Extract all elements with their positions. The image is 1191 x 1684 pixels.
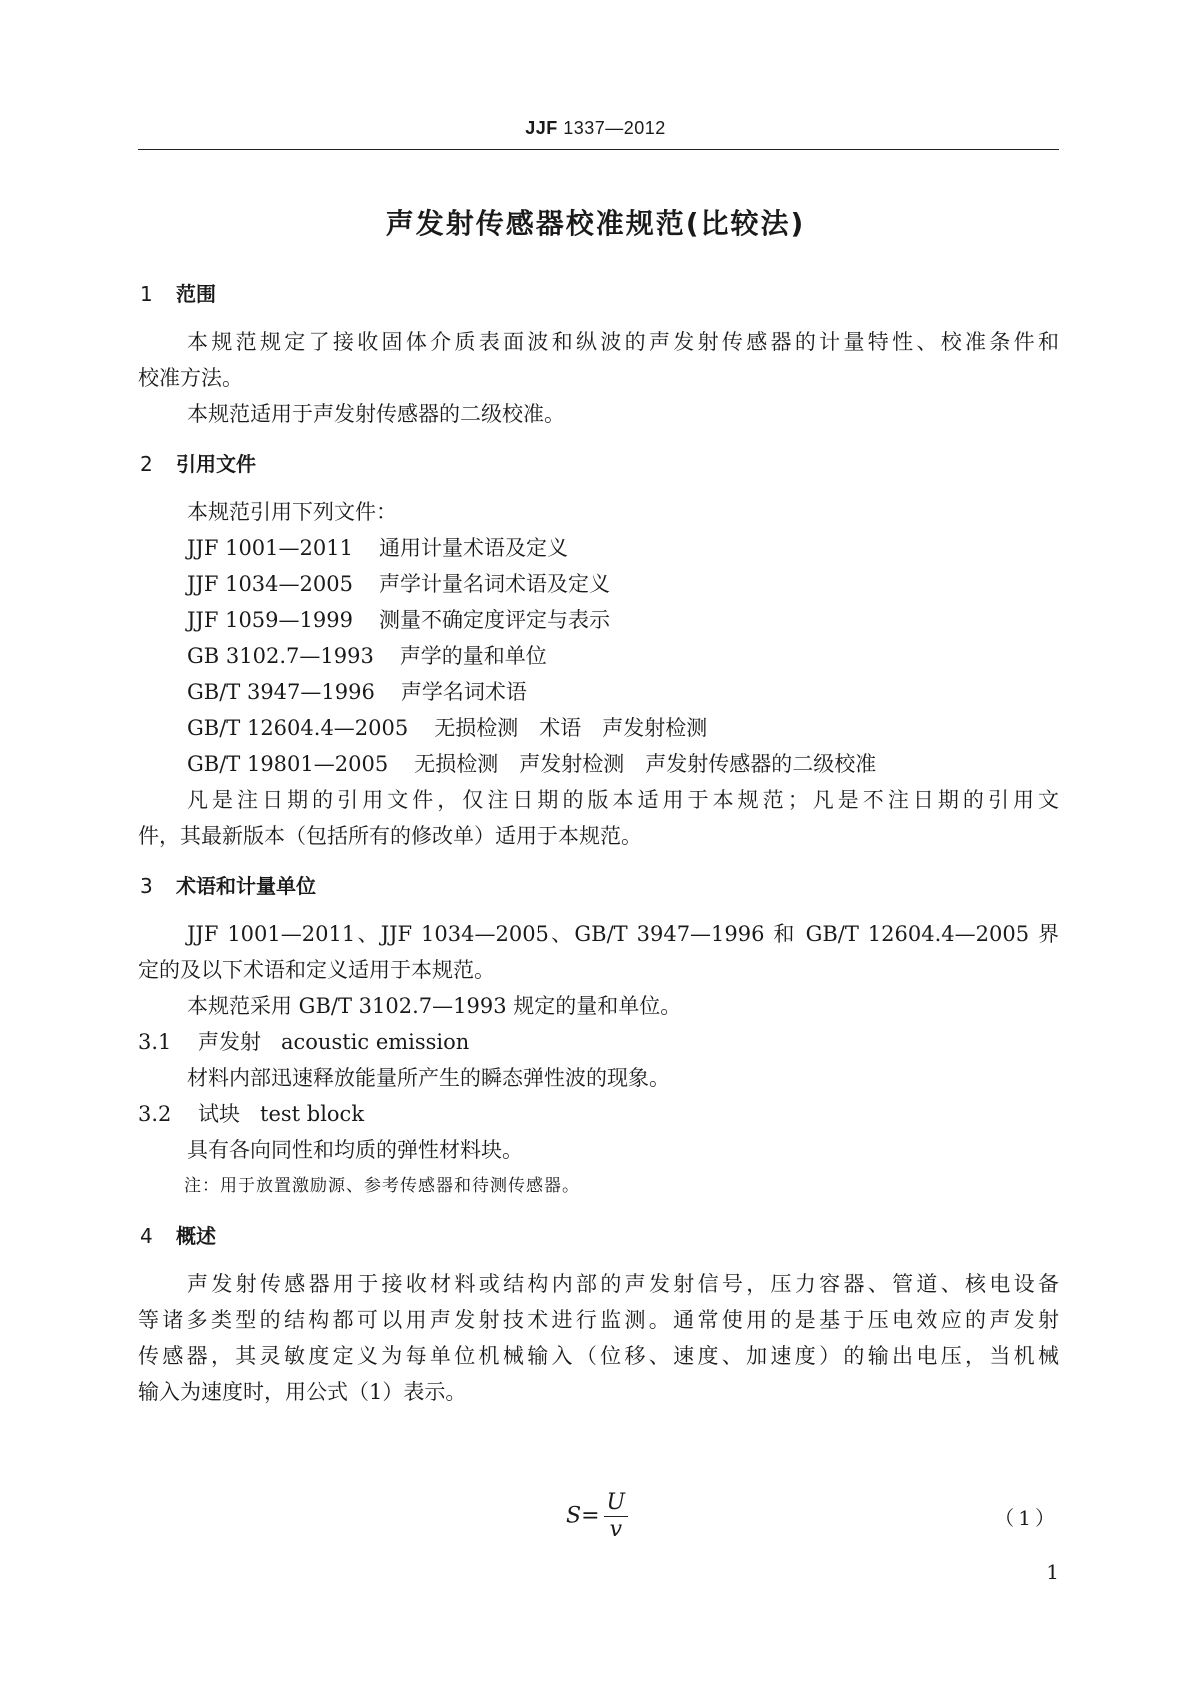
term-3-2: [138, 1100, 364, 1128]
reference-title: 声学的量和单位: [399, 644, 547, 668]
paragraph-line: 定的及以下术语和定义适用于本规范。: [138, 958, 495, 982]
section-3-heading: [140, 872, 316, 900]
reference-item: [187, 642, 547, 670]
formula-numerator: U: [604, 1490, 629, 1517]
formula-1: [566, 1490, 628, 1543]
reference-item: [187, 750, 876, 778]
paragraph-line: 校准方法。: [138, 366, 243, 390]
term-english: acoustic emission: [281, 1030, 470, 1054]
section-number: 3: [140, 874, 153, 898]
header-prefix: JJF: [525, 118, 558, 138]
reference-code: GB/T 19801—2005: [187, 752, 389, 776]
paragraph-line: JJF 1001—2011、JJF 1034—2005、GB/T 3947—1996 和 GB/T 12604.4—2005 界: [187, 922, 1059, 946]
paragraph-line: 等诸多类型的结构都可以用声发射技术进行监测。通常使用的是基于压电效应的声发射: [138, 1308, 1059, 1332]
term-3-1: [138, 1028, 469, 1056]
term-number: 3.2: [138, 1102, 172, 1126]
reference-item: [187, 678, 527, 706]
paragraph-line: 输入为速度时，用公式（1）表示。: [138, 1380, 467, 1404]
reference-code: GB/T 12604.4—2005: [187, 716, 409, 740]
formula-denominator: v: [609, 1517, 622, 1542]
reference-title: 无损检测 术语 声发射检测: [434, 716, 708, 740]
reference-title: 测量不确定度评定与表示: [378, 608, 610, 632]
paragraph: 本规范引用下列文件：: [187, 500, 397, 524]
term-chinese: 试块: [198, 1102, 240, 1126]
section-title: 引用文件: [176, 452, 256, 476]
paragraph-line: 件，其最新版本（包括所有的修改单）适用于本规范。: [138, 824, 642, 848]
paragraph: 本规范采用 GB/T 3102.7—1993 规定的量和单位。: [187, 994, 682, 1018]
page-header: [0, 118, 1191, 139]
section-2-heading: [140, 450, 256, 478]
section-1-heading: [140, 280, 216, 308]
reference-item: [187, 534, 568, 562]
reference-code: GB 3102.7—1993: [187, 644, 374, 668]
section-number: 4: [140, 1224, 153, 1248]
paragraph-line: 凡是注日期的引用文件，仅注日期的版本适用于本规范；凡是不注日期的引用文: [187, 788, 1059, 812]
term-english: test block: [260, 1102, 365, 1126]
reference-code: JJF 1059—1999: [187, 608, 353, 632]
formula-fraction: [604, 1490, 629, 1543]
reference-item: [187, 606, 610, 634]
section-title: 范围: [176, 282, 216, 306]
paragraph-line: 传感器，其灵敏度定义为每单位机械输入（位移、速度、加速度）的输出电压，当机械: [138, 1344, 1059, 1368]
term-definition: 具有各向同性和均质的弹性材料块。: [187, 1138, 523, 1162]
document-title: 声发射传感器校准规范(比较法): [385, 207, 806, 240]
reference-title: 声学名词术语: [400, 680, 527, 704]
formula-lhs: S=: [566, 1503, 600, 1529]
reference-item: [187, 570, 610, 598]
term-number: 3.1: [138, 1030, 172, 1054]
paragraph-line: 声发射传感器用于接收材料或结构内部的声发射信号，压力容器、管道、核电设备: [187, 1272, 1059, 1296]
section-number: 1: [140, 282, 153, 306]
paragraph: 本规范适用于声发射传感器的二级校准。: [187, 402, 565, 426]
reference-code: JJF 1034—2005: [187, 572, 353, 596]
header-code: 1337—2012: [557, 118, 666, 138]
section-number: 2: [140, 452, 153, 476]
term-chinese: 声发射: [198, 1030, 261, 1054]
reference-item: [187, 714, 707, 742]
reference-code: JJF 1001—2011: [187, 536, 353, 560]
reference-title: 通用计量术语及定义: [378, 536, 568, 560]
reference-title: 无损检测 声发射检测 声发射传感器的二级校准: [414, 752, 877, 776]
paragraph-line: 本规范规定了接收固体介质表面波和纵波的声发射传感器的计量特性、校准条件和: [187, 330, 1059, 354]
section-title: 术语和计量单位: [176, 874, 316, 898]
section-title: 概述: [176, 1224, 216, 1248]
reference-code: GB/T 3947—1996: [187, 680, 375, 704]
note: 注：用于放置激励源、参考传感器和待测传感器。: [184, 1176, 580, 1196]
reference-title: 声学计量名词术语及定义: [378, 572, 610, 596]
page-number: 1: [1046, 1560, 1059, 1584]
term-definition: 材料内部迅速释放能量所产生的瞬态弹性波的现象。: [187, 1066, 670, 1090]
section-4-heading: [140, 1222, 216, 1250]
equation-label: （1）: [994, 1506, 1059, 1530]
header-rule: [138, 149, 1059, 150]
